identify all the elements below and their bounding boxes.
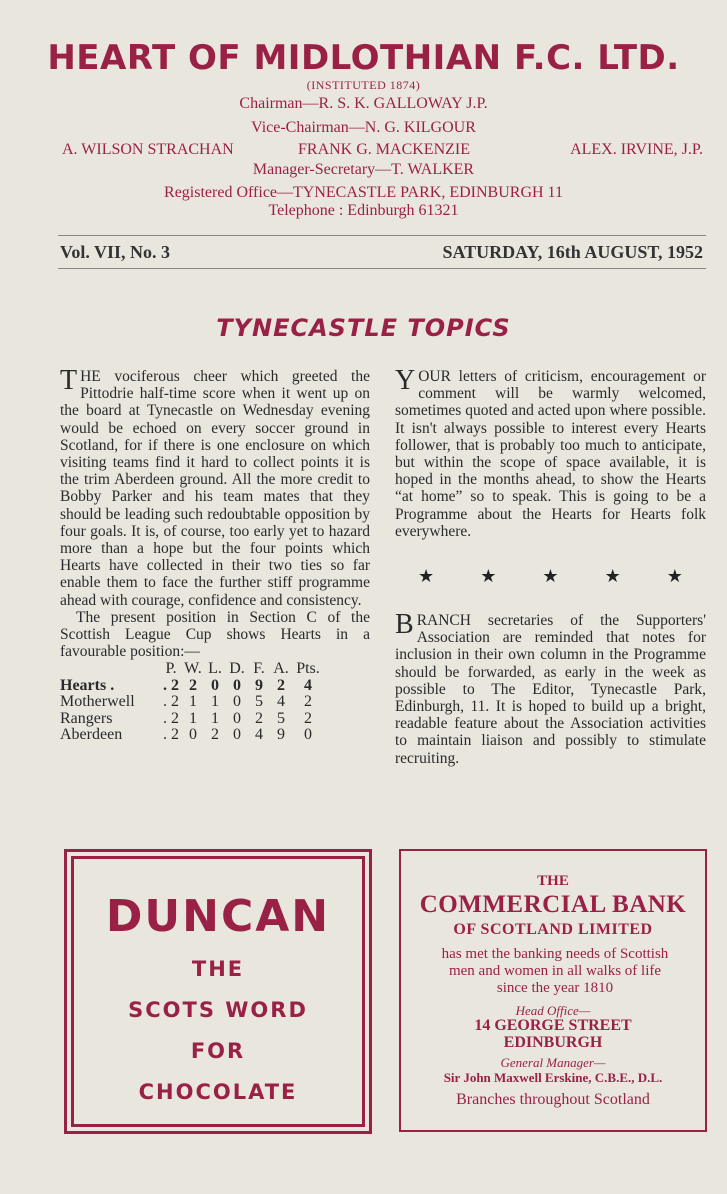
general-manager-label: General Manager— bbox=[500, 1055, 606, 1070]
table-cell: 1 bbox=[211, 693, 219, 711]
team-name: Hearts . bbox=[60, 676, 115, 694]
star-icon: ★ bbox=[542, 566, 559, 586]
star-icon: ★ bbox=[418, 566, 435, 586]
table-cell: 0 bbox=[304, 726, 312, 744]
manager-secretary-line: Manager-Secretary—T. WALKER bbox=[252, 161, 475, 178]
ad-line: FOR bbox=[190, 1039, 246, 1063]
table-header-row bbox=[60, 661, 324, 678]
table-cell: 5 bbox=[277, 709, 285, 727]
bank-address: 14 GEORGE STREET bbox=[474, 1017, 632, 1034]
table-cell: 4 bbox=[277, 693, 285, 711]
table-cell: 0 bbox=[233, 676, 241, 694]
article-paragraph bbox=[395, 365, 706, 540]
bank-address: EDINBURGH bbox=[503, 1034, 603, 1051]
table-cell: 0 bbox=[189, 726, 197, 744]
table-header: P. bbox=[165, 660, 177, 678]
table-cell: 4 bbox=[304, 676, 312, 694]
table-cell: 2 bbox=[255, 709, 263, 727]
table-header: A. bbox=[273, 660, 289, 678]
left-column bbox=[60, 365, 370, 744]
paragraph-text: RANCH secretaries of the Supporters' Association are reminded that notes for inclusion in their own column in the Programme should be forwarded, as early in the week as possible to The Editor, Tynecastle Park, Edinburgh, 11. It is hoped to build up a bright, readable feature about the Association activities to maintain liaison and possibly to stimulate recruiting. bbox=[395, 612, 706, 767]
table-cell: 0 bbox=[211, 676, 219, 694]
bank-the: THE bbox=[537, 873, 569, 889]
duncan-brand: DUNCAN bbox=[105, 891, 331, 942]
table-cell: 9 bbox=[255, 676, 263, 694]
bank-subtitle: OF SCOTLAND LIMITED bbox=[453, 921, 653, 938]
director-name: FRANK G. MACKENZIE bbox=[298, 141, 470, 158]
right-column bbox=[395, 365, 706, 540]
table-header: L. bbox=[208, 660, 222, 678]
drop-cap: Y bbox=[395, 365, 416, 396]
table-row bbox=[60, 694, 324, 711]
star-divider bbox=[395, 566, 706, 587]
star-icon: ★ bbox=[604, 566, 621, 586]
club-name: HEART OF MIDLOTHIAN F.C. LTD. bbox=[47, 38, 680, 78]
paragraph-text: OUR letters of criticism, encouragement or comment will be warmly welcomed, sometimes quoted and acted upon where possible. It isn't always possible to interest every Hearts follower, that is probably too much to anticipate, but within the scope of space available, it is hoped in the months ahead, to show the Hearts “at home” so to speak. This is going to be a Programme about the Hearts for Hearts folk everywhere. bbox=[395, 368, 706, 540]
bank-name: COMMERCIAL BANK bbox=[419, 891, 687, 918]
table-row bbox=[60, 678, 324, 695]
article-paragraph bbox=[395, 609, 706, 767]
table-cell: 2 bbox=[277, 676, 285, 694]
top-rule bbox=[58, 235, 706, 236]
table-cell: 0 bbox=[233, 726, 241, 744]
team-name: Aberdeen bbox=[60, 726, 123, 744]
team-name: Rangers bbox=[60, 709, 113, 727]
table-header: D. bbox=[229, 660, 245, 678]
instituted-line: (INSTITUTED 1874) bbox=[306, 78, 421, 92]
table-cell: 2 bbox=[304, 709, 312, 727]
table-cell: 2 bbox=[211, 726, 219, 744]
table-cell: 0 bbox=[233, 693, 241, 711]
commercial-bank-advert bbox=[399, 849, 707, 1132]
table-row bbox=[60, 727, 324, 744]
ad-line: SCOTS WORD bbox=[128, 998, 308, 1022]
director-name: A. WILSON STRACHAN bbox=[62, 141, 234, 158]
star-icon: ★ bbox=[480, 566, 497, 586]
head-office-label: Head Office— bbox=[515, 1003, 591, 1018]
bottom-rule bbox=[58, 268, 706, 269]
director-name: ALEX. IRVINE, J.P. bbox=[570, 141, 703, 158]
table-cell: 5 bbox=[255, 693, 263, 711]
table-cell: 0 bbox=[233, 709, 241, 727]
general-manager-name: Sir John Maxwell Erskine, C.B.E., D.L. bbox=[443, 1070, 663, 1085]
table-cell: 2 bbox=[304, 693, 312, 711]
table-header: F. bbox=[253, 660, 265, 678]
drop-cap: T bbox=[60, 365, 78, 396]
bank-tagline: has met the banking needs of Scottish men and women in all walks of life since the year 1810 bbox=[441, 946, 669, 996]
paragraph-text: HE vociferous cheer which greeted the Pittodrie half-time score when it went up on the board at Tynecastle on Wednesday evening would be echoed on every soccer ground in Scotland, for if there is one enclosure on which visiting teams find it hard to collect points it is the trim Aberdeen ground. All the more credit to Bobby Parker and his team mates that they should be leading such redoubtable opposition by four goals. It is, of course, too early yet to hazard more than a hope but the four points which Hearts have collected in their two ties so far enable them to face the further stiff programme ahead with courage, confidence and consistency. bbox=[60, 368, 370, 609]
table-cell: . 2 bbox=[163, 693, 179, 711]
table-cell: 1 bbox=[189, 693, 197, 711]
table-cell: . 2 bbox=[163, 726, 179, 744]
star-icon: ★ bbox=[666, 566, 683, 586]
table-cell: 9 bbox=[277, 726, 285, 744]
article-paragraph bbox=[60, 365, 370, 609]
table-header: Pts. bbox=[296, 660, 320, 678]
telephone-line: Telephone : Edinburgh 61321 bbox=[268, 202, 459, 219]
chairman-line: Chairman—R. S. K. GALLOWAY J.P. bbox=[239, 95, 488, 112]
table-cell: 4 bbox=[255, 726, 263, 744]
drop-cap: B bbox=[395, 609, 414, 640]
ad-line: CHOCOLATE bbox=[138, 1080, 298, 1104]
table-cell: . 2 bbox=[163, 676, 179, 694]
table-header: W. bbox=[184, 660, 202, 678]
bank-branches: Branches throughout Scotland bbox=[456, 1091, 650, 1108]
article-paragraph: The present position in Section C of the Scottish League Cup shows Hearts in a favourable position:— bbox=[60, 608, 370, 661]
league-table bbox=[60, 661, 324, 744]
table-cell: 2 bbox=[189, 676, 197, 694]
table-row bbox=[60, 711, 324, 728]
issue-volume: Vol. VII, No. 3 bbox=[60, 242, 171, 262]
duncan-advert bbox=[64, 849, 372, 1134]
ad-line: THE bbox=[191, 957, 245, 981]
registered-office-line: Registered Office—TYNECASTLE PARK, EDINBURGH 11 bbox=[164, 184, 563, 201]
right-column-lower bbox=[395, 609, 706, 767]
issue-date: SATURDAY, 16th AUGUST, 1952 bbox=[442, 242, 703, 262]
table-cell: . 2 bbox=[163, 709, 179, 727]
table-cell: 1 bbox=[211, 709, 219, 727]
vice-chairman-line: Vice-Chairman—N. G. KILGOUR bbox=[251, 119, 476, 136]
section-title: TYNECASTLE TOPICS bbox=[216, 314, 511, 342]
team-name: Motherwell bbox=[60, 693, 135, 711]
table-cell: 1 bbox=[189, 709, 197, 727]
